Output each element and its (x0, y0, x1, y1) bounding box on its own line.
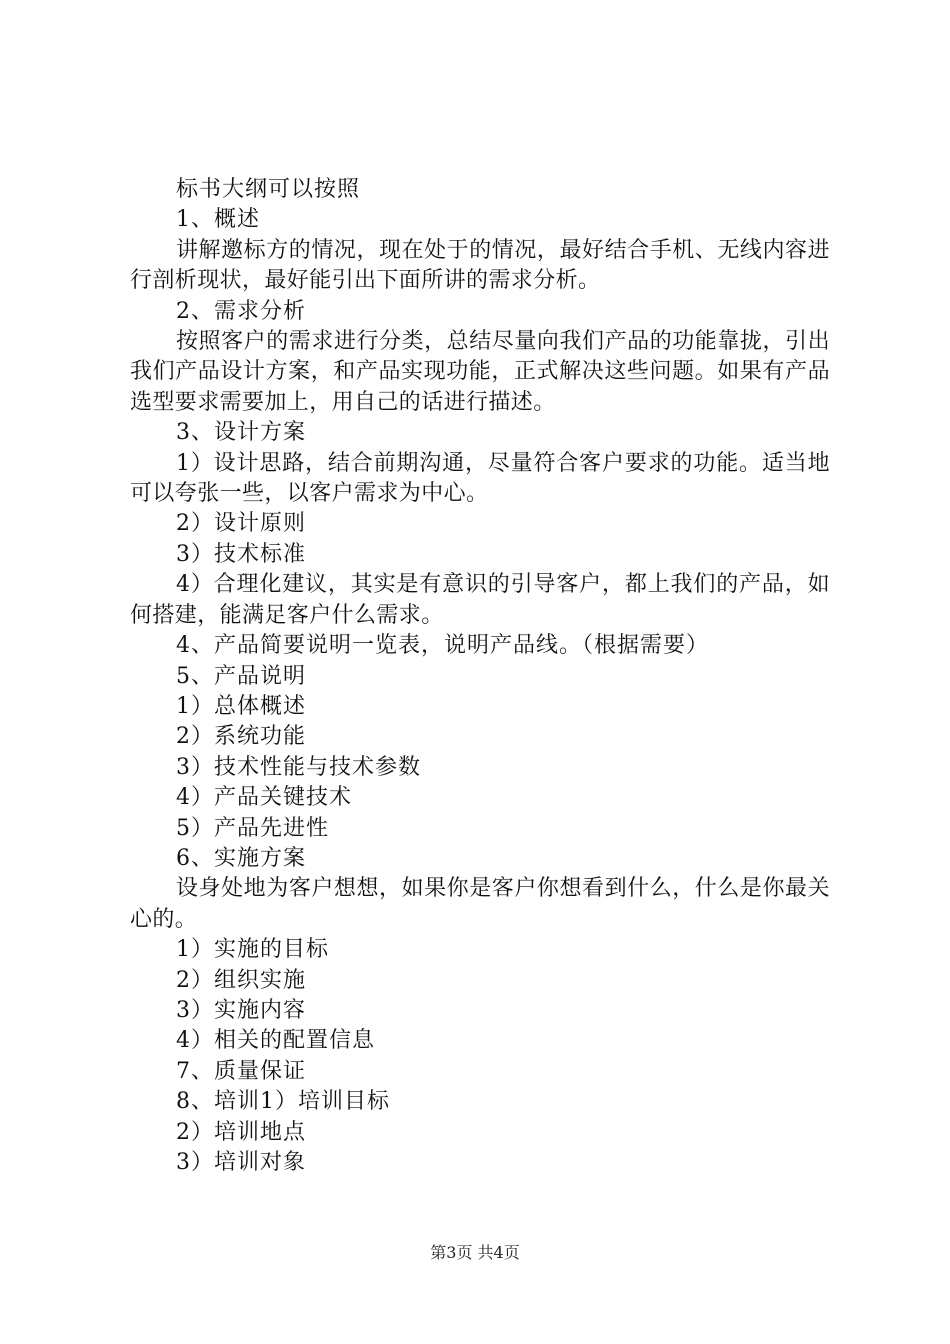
section-2-heading: 2、需求分析 (176, 298, 306, 324)
section-6-item-3: 3）实施内容 (176, 997, 306, 1023)
section-8-heading: 8、培训1）培训目标 (176, 1089, 390, 1115)
section-5-item-3: 3）技术性能与技术参数 (176, 754, 421, 780)
section-8-item-3: 3）培训对象 (176, 1150, 306, 1175)
section-5-item-5: 5）产品先进性 (176, 815, 329, 841)
section-7-heading: 7、质量保证 (176, 1058, 306, 1084)
section-5-item-1: 1）总体概述 (176, 693, 306, 719)
section-5-heading: 5、产品说明 (176, 663, 306, 689)
section-3-item-1: 1）设计思路，结合前期沟通，尽量符合客户要求的功能。适当地可以夸张一些，以客户需求为中心。 (130, 450, 830, 507)
section-3-item-2: 2）设计原则 (176, 511, 306, 537)
section-6-item-4: 4）相关的配置信息 (176, 1028, 375, 1054)
section-8-item-2: 2）培训地点 (176, 1119, 306, 1145)
section-2-paragraph: 按照客户的需求进行分类，总结尽量向我们产品的功能靠拢，引出我们产品设计方案，和产品实现功能，正式解决这些问题。如果有产品选型要求需要加上，用自己的话进行描述。 (130, 329, 830, 415)
section-5-item-2: 2）系统功能 (176, 724, 306, 750)
section-3-item-4: 4）合理化建议，其实是有意识的引导客户，都上我们的产品，如何搭建，能满足客户什么需求。 (130, 572, 830, 628)
section-6-heading: 6、实施方案 (176, 845, 306, 871)
section-1-paragraph: 讲解邀标方的情况，现在处于的情况，最好结合手机、无线内容进行剖析现状，最好能引出下面所讲的需求分析。 (130, 237, 830, 294)
section-5-item-4: 4）产品关键技术 (176, 785, 352, 811)
section-1-heading: 1、概述 (176, 207, 260, 233)
document-body (130, 175, 830, 1178)
section-6-item-2: 2）组织实施 (176, 967, 306, 993)
section-6-paragraph: 设身处地为客户想想，如果你是客户你想看到什么，什么是你最关心的。 (130, 876, 830, 932)
section-6-item-1: 1）实施的目标 (176, 937, 329, 963)
section-3-item-3: 3）技术标准 (176, 541, 306, 567)
section-4-heading: 4、产品简要说明一览表，说明产品线。（根据需要） (176, 633, 709, 659)
page-number-footer: 第3页 共4页 (430, 1243, 520, 1262)
section-3-heading: 3、设计方案 (176, 420, 306, 446)
intro-line: 标书大纲可以按照 (176, 177, 361, 202)
